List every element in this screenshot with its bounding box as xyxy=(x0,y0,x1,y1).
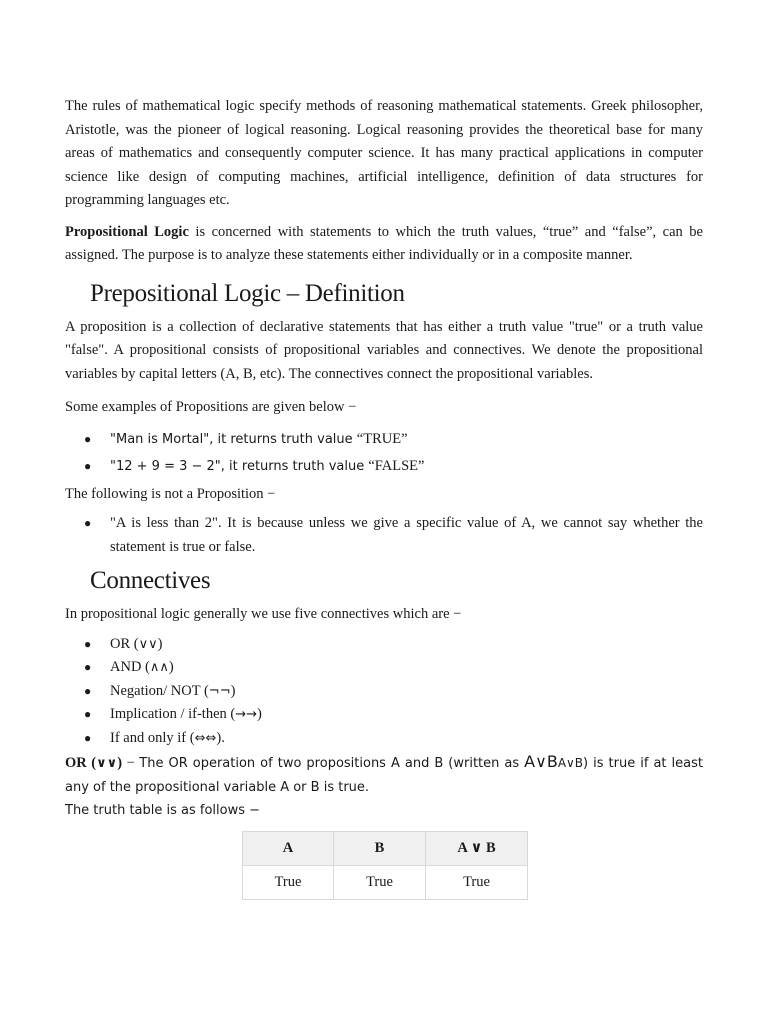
bullet-icon: ● xyxy=(84,431,92,446)
list-item xyxy=(65,633,703,657)
or-text-1: The OR operation of two propositions A and B (written as xyxy=(139,756,525,771)
table-cell: True xyxy=(426,865,528,899)
connective-close: ) xyxy=(257,706,262,722)
connective-label: OR ( xyxy=(110,635,139,652)
connective-symbol: ∧∧ xyxy=(149,660,169,675)
connective-close: ) xyxy=(157,635,163,652)
not-proposition-list xyxy=(65,512,703,559)
not-proposition-lead: The following is not a Proposition − xyxy=(65,485,276,502)
or-formula-large: A∨B xyxy=(524,752,558,771)
not-proposition-text: "A is less than 2". It is because unless we give a specific value of A, we cannot say whether the statement is true or false. xyxy=(110,515,703,555)
examples-lead: Some examples of Propositions are given below − xyxy=(65,399,357,415)
connective-symbol: ¬¬ xyxy=(208,683,231,699)
propositional-logic-text: is concerned with statements to which the truth values, “true” and “false”, can be assigned. The purpose is to analyze these statements either individually or in a composite manner. xyxy=(65,223,703,263)
table-cell: True xyxy=(243,865,334,899)
connectives-list xyxy=(65,633,703,751)
list-item xyxy=(65,727,703,751)
examples-list xyxy=(65,428,703,479)
list-item xyxy=(65,703,703,727)
or-term-symbol: ∨∨ xyxy=(96,756,118,771)
document-page xyxy=(65,95,703,900)
bullet-icon: ● xyxy=(84,636,92,651)
or-text-2: ) is true if at least any of the propositional variable A or B is true. xyxy=(65,756,703,795)
example-quote: "Man is Mortal", it returns truth value xyxy=(110,431,357,447)
definition-paragraph: A proposition is a collection of declarative statements that has either a truth value "true" or a truth value "false". A propositional consists of propositional variables and connectives. We denote the propositional variables by capital letters (A, B, etc). The connectives connect the propositional variables. xyxy=(65,318,703,382)
table-header-row xyxy=(243,831,528,865)
list-item xyxy=(65,428,703,452)
propositional-logic-paragraph xyxy=(65,221,703,268)
example-value: “FALSE” xyxy=(368,458,425,474)
or-term-label: OR ( xyxy=(65,755,97,771)
connectives-heading: Connectives xyxy=(90,567,211,594)
header-cell-a-or-b: A ∨ B xyxy=(426,831,528,865)
list-item xyxy=(65,680,703,704)
intro-paragraph: The rules of mathematical logic specify methods of reasoning mathematical statements. Greek philosopher, Aristotle, was the pioneer of logical reasoning. Logical reasoning provides the theoretical base for many areas of mathematics and consequently computer science. It has many practical applications in computer science like design of computing machines, artificial intelligence, definition of data structures for programming languages etc. xyxy=(65,98,703,208)
list-item xyxy=(65,455,703,479)
example-quote: "12 + 9 = 3 − 2", it returns truth value xyxy=(110,459,369,474)
connective-close: ) xyxy=(168,659,174,675)
connective-label: Implication / if-then ( xyxy=(110,706,236,722)
truth-table-lead: The truth table is as follows − xyxy=(65,803,261,818)
bullet-icon: ● xyxy=(84,707,92,721)
bullet-icon: ● xyxy=(84,683,92,698)
propositional-logic-term: Propositional Logic xyxy=(65,223,189,240)
definition-heading: Prepositional Logic – Definition xyxy=(90,279,405,307)
or-dash: − xyxy=(122,755,140,771)
or-formula-small: A∨B xyxy=(557,756,584,770)
or-term xyxy=(65,755,122,771)
connective-label: If and only if ( xyxy=(110,729,195,746)
bullet-icon: ● xyxy=(84,459,92,473)
connective-close: ). xyxy=(216,729,225,746)
example-value: “TRUE” xyxy=(356,430,408,447)
bullet-icon: ● xyxy=(84,730,92,745)
connective-symbol: →→ xyxy=(235,707,258,722)
bullet-icon: ● xyxy=(84,660,92,674)
connective-symbol: ∨∨ xyxy=(138,636,158,652)
connective-label: AND ( xyxy=(110,659,150,675)
connective-symbol: ⇔⇔ xyxy=(194,730,217,746)
connective-close: ) xyxy=(230,682,236,699)
bullet-icon: ● xyxy=(84,516,92,530)
truth-table-wrapper xyxy=(242,831,703,900)
table-row xyxy=(243,865,528,899)
or-paragraph xyxy=(65,750,703,799)
connective-label: Negation/ NOT ( xyxy=(110,682,209,699)
header-cell-b: B xyxy=(334,831,426,865)
table-cell: True xyxy=(334,865,426,899)
list-item xyxy=(65,512,703,559)
list-item xyxy=(65,656,703,680)
or-term-close: ) xyxy=(117,755,123,771)
truth-table xyxy=(242,831,528,900)
header-cell-a: A xyxy=(243,831,334,865)
connectives-lead: In propositional logic generally we use five connectives which are − xyxy=(65,606,462,622)
